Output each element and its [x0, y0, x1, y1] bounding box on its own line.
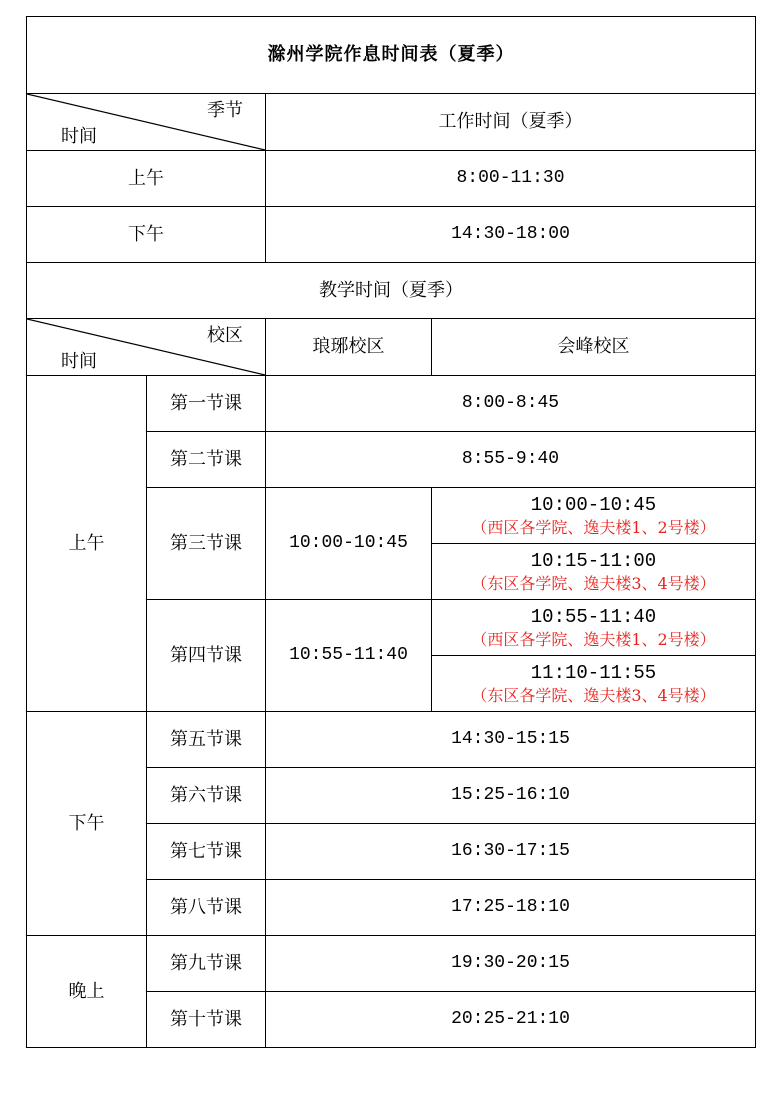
- period-name: 第八节课: [147, 880, 266, 936]
- period-time: 8:00-8:45: [266, 376, 756, 432]
- work-time-header: 工作时间（夏季）: [266, 94, 756, 151]
- huifeng-east-note: （东区各学院、逸夫楼3、4号楼）: [471, 573, 716, 593]
- work-afternoon-time: 14:30-18:00: [266, 207, 756, 263]
- period-name: 第六节课: [147, 768, 266, 824]
- huifeng-west-cell: [432, 488, 756, 544]
- huifeng-west-cell: [432, 600, 756, 656]
- period-name: 第二节课: [147, 432, 266, 488]
- period-name: 第四节课: [147, 600, 266, 712]
- huifeng-west-note: （西区各学院、逸夫楼1、2号楼）: [471, 517, 716, 537]
- period-time: 14:30-15:15: [266, 712, 756, 768]
- langya-period-time: 10:00-10:45: [266, 488, 432, 600]
- schedule-title: 滁州学院作息时间表（夏季）: [27, 17, 756, 94]
- huifeng-east-time: 11:10-11:55: [530, 662, 657, 684]
- period-time: 16:30-17:15: [266, 824, 756, 880]
- period-name: 第三节课: [147, 488, 266, 600]
- period-time: 15:25-16:10: [266, 768, 756, 824]
- teaching-diagonal-header: [27, 319, 266, 376]
- huifeng-east-cell: [432, 656, 756, 712]
- huifeng-east-note: （东区各学院、逸夫楼3、4号楼）: [471, 685, 716, 705]
- huifeng-west-note: （西区各学院、逸夫楼1、2号楼）: [471, 629, 716, 649]
- header-season-label: 季节: [207, 100, 243, 121]
- work-morning-label: 上午: [27, 151, 266, 207]
- period-name: 第九节课: [147, 936, 266, 992]
- work-diagonal-header: [27, 94, 266, 151]
- period-time: 20:25-21:10: [266, 992, 756, 1048]
- campus-langya-header: 琅琊校区: [266, 319, 432, 376]
- period-time: 19:30-20:15: [266, 936, 756, 992]
- period-time: 8:55-9:40: [266, 432, 756, 488]
- teaching-section-title: 教学时间（夏季）: [27, 263, 756, 319]
- period-name: 第五节课: [147, 712, 266, 768]
- evening-label: 晚上: [27, 936, 147, 1048]
- morning-label: 上午: [27, 376, 147, 712]
- langya-period-time: 10:55-11:40: [266, 600, 432, 712]
- huifeng-east-cell: [432, 544, 756, 600]
- huifeng-east-time: 10:15-11:00: [530, 550, 657, 572]
- afternoon-label: 下午: [27, 712, 147, 936]
- schedule-table: [26, 16, 756, 1048]
- period-name: 第七节课: [147, 824, 266, 880]
- header-time-label: 时间: [61, 126, 97, 148]
- huifeng-west-time: 10:55-11:40: [530, 606, 657, 628]
- header-campus-label: 校区: [207, 325, 243, 346]
- period-time: 17:25-18:10: [266, 880, 756, 936]
- period-name: 第十节课: [147, 992, 266, 1048]
- work-afternoon-label: 下午: [27, 207, 266, 263]
- campus-huifeng-header: 会峰校区: [432, 319, 756, 376]
- huifeng-west-time: 10:00-10:45: [530, 494, 657, 516]
- work-morning-time: 8:00-11:30: [266, 151, 756, 207]
- period-name: 第一节课: [147, 376, 266, 432]
- header-time-label: 时间: [61, 351, 97, 373]
